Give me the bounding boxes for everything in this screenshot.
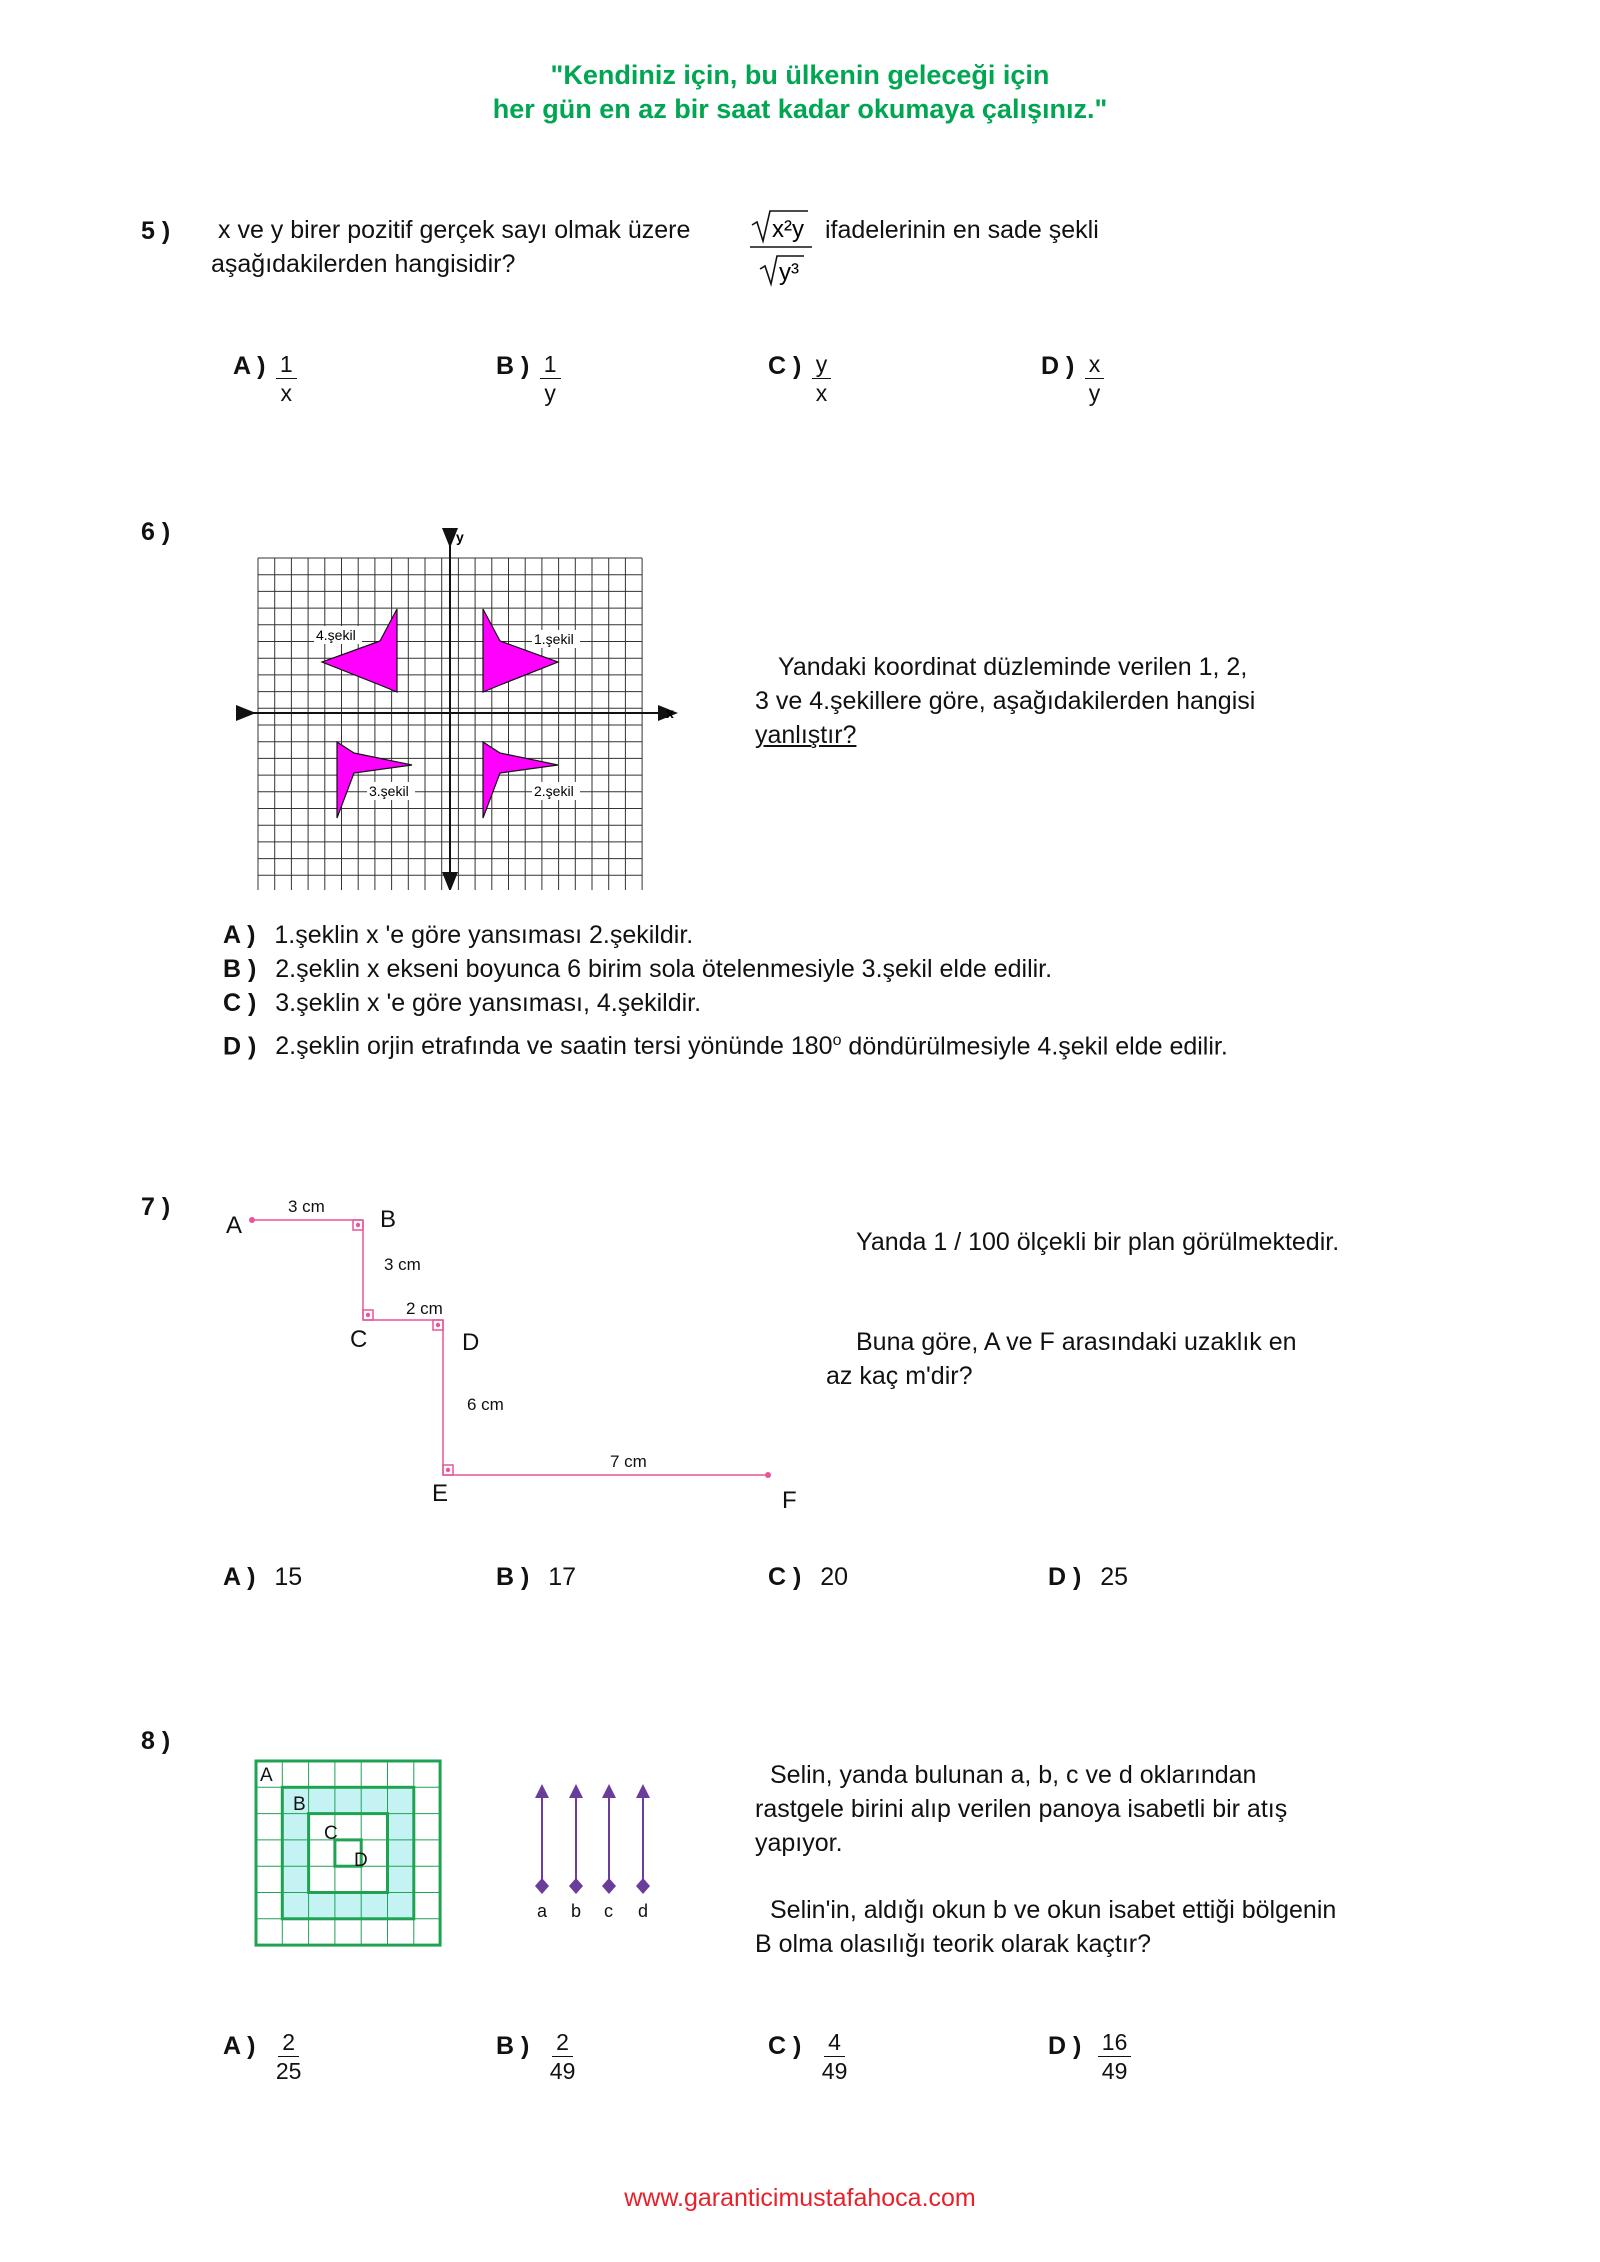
q5-text-line1: x ve y birer pozitif gerçek sayı olmak üzere bbox=[218, 216, 691, 244]
q7-length-de: 6 cm bbox=[467, 1395, 504, 1414]
header-quote-line2: her gün en az bir saat kadar okumaya çalışınız." bbox=[492, 94, 1108, 124]
q8-option-b-den: 49 bbox=[549, 2058, 576, 2084]
q5-option-a-den: x bbox=[280, 380, 292, 406]
q5-option-c[interactable] bbox=[768, 350, 831, 407]
q6-shape1-label: 1.şekil bbox=[534, 631, 574, 647]
q7-point-b: B bbox=[380, 1206, 397, 1233]
q7-point-d: D bbox=[462, 1329, 480, 1356]
q7-number: 7 ) bbox=[141, 1193, 171, 1221]
q8-text-line5: B olma olasılığı teorik olarak kaçtır? bbox=[755, 1930, 1151, 1958]
q6-option-b-text: 2.şeklin x ekseni boyunca 6 birim sola ötelenmesiyle 3.şekil elde edilir. bbox=[275, 955, 1053, 983]
q8-arrow-b-label: b bbox=[571, 1901, 582, 1920]
q6-axis-y-label: y bbox=[456, 529, 464, 545]
q5-option-c-label: C ) bbox=[768, 352, 802, 380]
q7-point-e: E bbox=[432, 1480, 449, 1507]
q7-point-a: A bbox=[226, 1212, 243, 1239]
q6-text-line3: yanlıştır? bbox=[755, 721, 857, 749]
q7-option-b-label: B ) bbox=[496, 1563, 530, 1591]
q5-option-d-num: x bbox=[1085, 350, 1105, 379]
q7-option-c-label: C ) bbox=[768, 1563, 802, 1591]
q8-text-line2: rastgele birini alıp verilen panoya isabetli bir atış bbox=[755, 1795, 1288, 1823]
q6-option-b-label: B ) bbox=[223, 955, 257, 983]
q8-arrow-c-label: c bbox=[604, 1901, 613, 1920]
q6-option-d-sup: o bbox=[832, 1032, 842, 1049]
q8-arrow-c bbox=[602, 1784, 616, 1894]
q6-option-c[interactable] bbox=[223, 986, 701, 1020]
q6-option-d-label: D ) bbox=[223, 1032, 257, 1061]
q5-text-line2: aşağıdakilerden hangisidir? bbox=[211, 250, 516, 278]
q5-option-c-den: x bbox=[815, 380, 828, 406]
q5-option-b[interactable] bbox=[496, 350, 561, 407]
q8-option-b-num: 2 bbox=[552, 2028, 573, 2057]
q5-option-a[interactable] bbox=[233, 350, 297, 407]
q5-option-c-num: y bbox=[812, 350, 832, 379]
q6-option-a-label: A ) bbox=[223, 921, 256, 949]
q7-length-ef: 7 cm bbox=[610, 1452, 647, 1471]
q8-option-c-den: 49 bbox=[821, 2058, 848, 2084]
q6-text-line1: Yandaki koordinat düzleminde verilen 1, 2, bbox=[778, 653, 1248, 681]
q5-radical-expression bbox=[748, 205, 816, 287]
q8-option-d-den: 49 bbox=[1101, 2058, 1128, 2084]
q7-option-b[interactable] bbox=[496, 1560, 576, 1594]
q6-option-c-text: 3.şeklin x 'e göre yansıması, 4.şekildir. bbox=[275, 989, 702, 1017]
q8-option-b[interactable] bbox=[496, 2028, 579, 2085]
q7-plan-diagram bbox=[220, 1190, 820, 1520]
q8-option-b-label: B ) bbox=[496, 2032, 530, 2060]
q8-text-line1: Selin, yanda bulunan a, b, c ve d oklarından bbox=[770, 1761, 1257, 1789]
q8-target-board bbox=[250, 1755, 480, 1965]
q7-point-c: C bbox=[350, 1326, 368, 1353]
q7-text-line3: az kaç m'dir? bbox=[826, 1362, 973, 1390]
q6-axis-x-label: x bbox=[666, 705, 674, 721]
q7-option-c[interactable] bbox=[768, 1560, 848, 1594]
q6-shape2-label: 2.şekil bbox=[534, 783, 574, 799]
q7-option-b-value: 17 bbox=[548, 1563, 577, 1591]
q5-number: 5 ) bbox=[141, 217, 171, 245]
q7-length-bc: 3 cm bbox=[384, 1255, 421, 1274]
q8-option-a-den: 25 bbox=[275, 2058, 302, 2084]
q8-arrows bbox=[525, 1780, 665, 1920]
q6-shape4-label: 4.şekil bbox=[316, 627, 356, 643]
q8-arrow-a bbox=[535, 1784, 549, 1894]
q7-option-a[interactable] bbox=[223, 1560, 302, 1594]
q7-option-a-value: 15 bbox=[274, 1563, 303, 1591]
q6-coordinate-graph bbox=[230, 520, 690, 890]
q6-shape2 bbox=[483, 742, 558, 818]
q8-arrow-d-label: d bbox=[638, 1901, 649, 1920]
footer-url[interactable]: www.garanticimustafahoca.com bbox=[624, 2184, 976, 2212]
q6-option-d[interactable] bbox=[223, 1024, 1228, 1063]
q8-region-c: C bbox=[324, 1823, 338, 1844]
q7-point-f: F bbox=[782, 1487, 797, 1514]
q5-option-b-den: y bbox=[544, 380, 556, 406]
q8-option-d[interactable] bbox=[1048, 2028, 1131, 2085]
q8-number: 8 ) bbox=[141, 1727, 171, 1755]
q8-option-c-label: C ) bbox=[768, 2032, 802, 2060]
q5-option-d-den: y bbox=[1088, 380, 1101, 406]
q8-arrow-b bbox=[569, 1784, 583, 1894]
q6-option-d-text-after: döndürülmesiyle 4.şekil elde edilir. bbox=[841, 1032, 1228, 1061]
q5-option-a-num: 1 bbox=[276, 350, 297, 379]
q5-option-b-label: B ) bbox=[496, 352, 530, 380]
q7-text-line2: Buna göre, A ve F arasındaki uzaklık en bbox=[856, 1328, 1297, 1356]
q6-option-d-text-before: 2.şeklin orjin etrafında ve saatin tersi yönünde 180 bbox=[275, 1032, 833, 1061]
q8-region-d: D bbox=[354, 1850, 368, 1871]
q8-option-d-label: D ) bbox=[1048, 2032, 1082, 2060]
q8-text-line4: Selin'in, aldığı okun b ve okun isabet ettiği bölgenin bbox=[770, 1896, 1337, 1924]
q8-option-a[interactable] bbox=[223, 2028, 305, 2085]
q8-option-c-num: 4 bbox=[824, 2028, 845, 2057]
q6-shape1 bbox=[483, 609, 558, 692]
header-quote-line1: "Kendiniz için, bu ülkenin geleceği için bbox=[550, 60, 1050, 90]
q7-length-ab: 3 cm bbox=[288, 1197, 325, 1216]
q6-text-line2: 3 ve 4.şekillere göre, aşağıdakilerden hangisi bbox=[755, 687, 1256, 715]
q5-option-d-label: D ) bbox=[1041, 352, 1075, 380]
q6-option-a[interactable] bbox=[223, 918, 693, 952]
q8-text-line3: yapıyor. bbox=[755, 1829, 843, 1857]
q8-option-c[interactable] bbox=[768, 2028, 851, 2085]
q6-shape3-label: 3.şekil bbox=[369, 783, 409, 799]
q6-option-c-label: C ) bbox=[223, 989, 257, 1017]
q8-arrow-a-label: a bbox=[537, 1901, 548, 1920]
q7-text-line1: Yanda 1 / 100 ölçekli bir plan görülmektedir. bbox=[856, 1228, 1340, 1256]
q7-option-c-value: 20 bbox=[820, 1563, 849, 1591]
q6-shape4 bbox=[322, 609, 397, 692]
q8-region-a: A bbox=[260, 1765, 273, 1786]
q7-option-d-label: D ) bbox=[1048, 1563, 1082, 1591]
q6-option-b[interactable] bbox=[223, 952, 1052, 986]
q7-length-cd: 2 cm bbox=[406, 1299, 443, 1318]
q7-option-d-value: 25 bbox=[1100, 1563, 1129, 1591]
q5-expr-denominator: y³ bbox=[779, 259, 799, 286]
q6-number: 6 ) bbox=[141, 518, 171, 546]
q8-option-a-num: 2 bbox=[278, 2028, 299, 2057]
q5-expr-numerator: x²y bbox=[772, 216, 804, 243]
q7-option-a-label: A ) bbox=[223, 1563, 256, 1591]
q8-arrow-d bbox=[636, 1784, 650, 1894]
q5-text-after: ifadelerinin en sade şekli bbox=[825, 216, 1099, 244]
q8-option-d-num: 16 bbox=[1098, 2028, 1132, 2057]
q6-option-a-text: 1.şeklin x 'e göre yansıması 2.şekildir. bbox=[274, 921, 694, 949]
q5-option-b-num: 1 bbox=[540, 350, 561, 379]
q7-option-d[interactable] bbox=[1048, 1560, 1128, 1594]
q8-region-b: B bbox=[293, 1794, 306, 1815]
q5-option-a-label: A ) bbox=[233, 352, 266, 380]
q8-option-a-label: A ) bbox=[223, 2032, 256, 2060]
q5-option-d[interactable] bbox=[1041, 350, 1104, 407]
